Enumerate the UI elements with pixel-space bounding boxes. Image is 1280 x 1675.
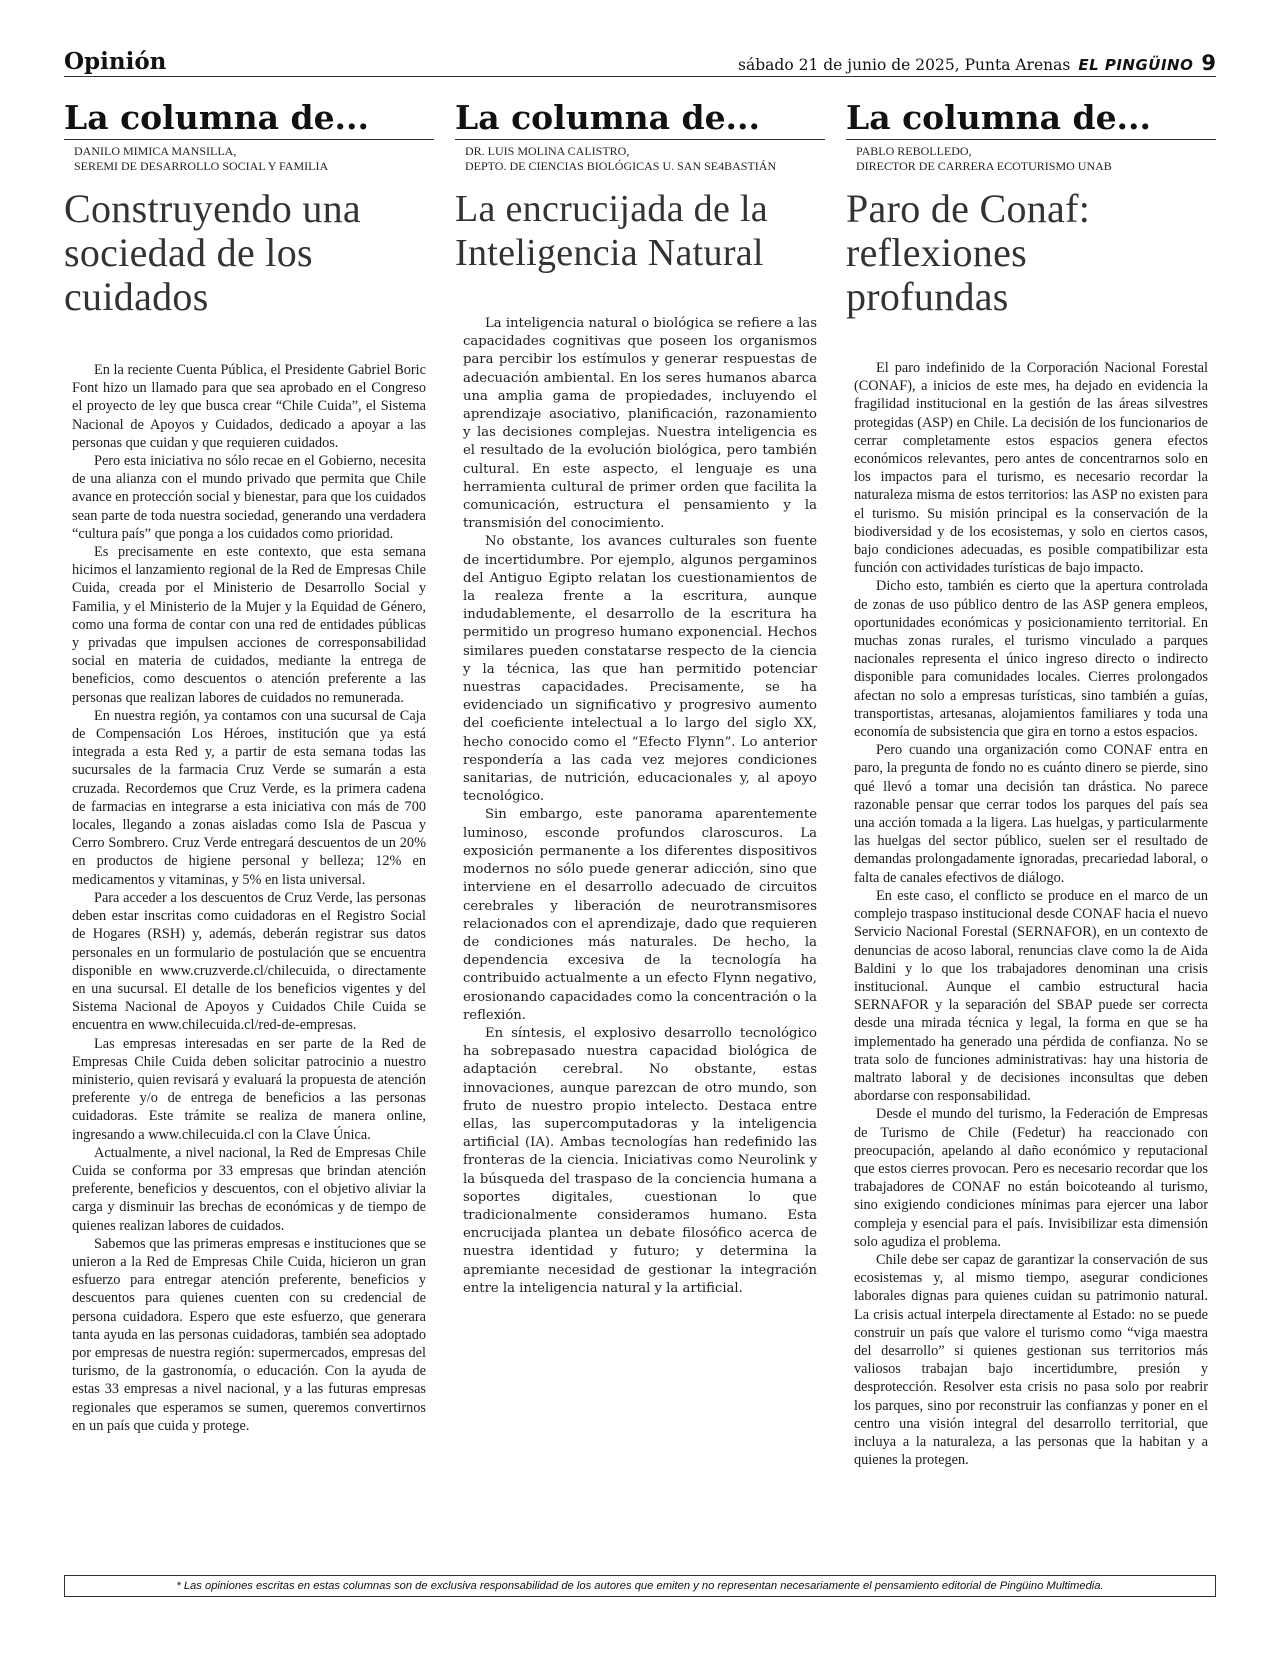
author-role: SEREMI DE DESARROLLO SOCIAL Y FAMILIA	[74, 159, 329, 173]
author-role: DIRECTOR DE CARRERA ECOTURISMO UNAB	[856, 159, 1112, 173]
paragraph: Actualmente, a nivel nacional, la Red de Empresas Chile Cuida se conforma por 33 empresas que brindan atención preferente, beneficios y descuentos, con el objetivo aliviar la carga y disminuir las brechas de económicas y de tiempo de quienes realizan labores de cuidados.	[72, 1144, 426, 1234]
author-byline	[74, 144, 434, 174]
paragraph: En este caso, el conflicto se produce en el marco de un complejo traspaso institucional desde CONAF hacia el nuevo Servicio Nacional Forestal (SERNAFOR), en un contexto de denuncias de acoso laboral, renuncias clave como la de Aida Baldini y lo que los trabajadores denominan una crisis institucional. Aunque el cambio estructural hacia SERNAFOR y la separación del SBAP puede ser correcta desde una mirada técnica y legal, la forma en que se ha implementado ha generado una pérdida de confianza. No se trata solo de funciones administrativas: hay una historia de maltrato laboral y de decisiones inconsultas que deben abordarse con responsabilidad.	[854, 887, 1208, 1105]
column-kicker: La columna de...	[846, 98, 1216, 140]
article-body	[455, 315, 825, 1298]
paragraph: Sabemos que las primeras empresas e instituciones que se unieron a la Red de Empresas Chile Cuida, hicieron un gran esfuerzo para entregar atención preferente, beneficios y descuentos para quienes cuenten con su credencial de persona cuidadora. Espero que este esfuerzo, que generara tanta ayuda en las personas cuidadoras, también sea adoptado por empresas de nuestra región: supermercados, empresas del turismo, de la gastronomía, o educación. Con la ayuda de estas 33 empresas a nivel nacional, y a las futuras empresas regionales que esperamos se sumen, queremos convertirnos en un país que cuida y protege.	[72, 1235, 426, 1434]
paragraph: La inteligencia natural o biológica se refiere a las capacidades cognitivas que poseen los organismos para percibir los estímulos y generar respuestas de adecuación ambiental. En los seres humanos abarca una amplia gama de propiedades, incluyendo el aprendizaje asociativo, planificación, razonamiento y las decisiones complejas. Nuestra inteligencia es el resultado de la evolución biológica, pero también cultural. En este aspecto, el lenguaje es una herramienta cultural de primer orden que facilita la comunicación, estructura el pensamiento y la transmisión del conocimiento.	[463, 316, 817, 532]
section-title: Opinión	[64, 48, 167, 75]
article-body	[846, 359, 1216, 1469]
article-body	[64, 361, 434, 1435]
author-name: DANILO MIMICA MANSILLA,	[74, 144, 237, 158]
paragraph: Las empresas interesadas en ser parte de la Red de Empresas Chile Cuida deben solicitar patrocinio a nuestro ministerio, quien revisará y evaluará la propuesta de atención preferente y/o de entrega de beneficios a las personas cuidadoras. Este trámite se realiza de manera online, ingresando a www.chilecuida.cl con la Clave Única.	[72, 1035, 426, 1143]
author-byline	[856, 144, 1216, 174]
editorial-disclaimer: * Las opiniones escritas en estas columnas son de exclusiva responsabilidad de los autores que emiten y no representan necesariamente el pensamiento editorial de Pingüino Multimedia.	[64, 1575, 1216, 1597]
column-molina	[455, 98, 825, 1298]
newspaper-logo: EL PINGÜINO	[1078, 56, 1194, 74]
paragraph: En síntesis, el explosivo desarrollo tecnológico ha sobrepasado nuestra capacidad biológica de adaptación cerebral. No obstante, estas innovaciones, aunque parezcan de otro mundo, son fruto de nuestro propio intelecto. Destaca entre ellas, las supercomputadoras y la inteligencia artificial (IA). Ambas tecnologías han redefinido las fronteras de la ciencia. Iniciativas como Neurolink y la búsqueda del traspaso de la conciencia humana a soportes digitales, cuestionan lo que tradicionalmente consideramos humano. Esta encrucijada plantea un debate filosófico acerca de nuestra identidad y futuro; y determina la apremiante necesidad de gestionar la integración entre la inteligencia natural y la artificial.	[463, 1025, 817, 1296]
article-headline: Construyendo una sociedad de los cuidados	[64, 186, 361, 319]
paragraph: El paro indefinido de la Corporación Nacional Forestal (CONAF), a inicios de este mes, ha dejado en evidencia la fragilidad institucional en la gestión de las áreas silvestres protegidas (ASP) en Chile. La decisión de los funcionarios de cerrar completamente estos espacios genera efectos económicos relevantes, pero antes de concentrarnos solo en los impactos para el turismo, es necesario recordar la naturaleza misma de estos territorios: las ASP no existen para el turismo. Su misión principal es la conservación de la biodiversidad y de los ecosistemas, y solo en ciertos casos, bajo condiciones adecuadas, es posible compatibilizar esta función con actividades turísticas de bajo impacto.	[854, 360, 1208, 577]
masthead-info	[738, 51, 1216, 75]
paragraph: Pero cuando una organización como CONAF entra en paro, la pregunta de fondo no es cuánto dinero se pierde, sino qué llevó a tomar una decisión tan drástica. No parece razonable pensar que cerrar todos los parques del país sea una acción tomada a la ligera. Las huelgas, y particularmente las huelgas del sector público, suelen ser el resultado de demandas prolongadamente ignoradas, precariedad laboral, o falta de canales efectivos de diálogo.	[854, 742, 1208, 886]
masthead	[64, 46, 1216, 77]
author-name: DR. LUIS MOLINA CALISTRO,	[465, 144, 630, 158]
article-headline: Paro de Conaf: reflexiones profundas	[846, 186, 1091, 319]
paragraph: Dicho esto, también es cierto que la apertura controlada de zonas de uso público dentro de las ASP genera empleos, oportunidades económicas y posicionamiento territorial. En muchas zonas rurales, el turismo vinculado a parques nacionales representa el único ingreso directo o indirecto disponible para comunidades locales. Cierres prolongados afectan no solo a empresas turísticas, sino también a guías, transportistas, artesanas, alojamientos familiares y toda una economía de subsistencia que gira en torno a estos espacios.	[854, 578, 1208, 741]
paragraph: Chile debe ser capaz de garantizar la conservación de sus ecosistemas y, al mismo tiempo, asegurar condiciones laborales dignas para quienes cuidan su patrimonio natural. La crisis actual interpela directamente al Estado: no se puede construir un país que valore el turismo como “viga maestra del desarrollo” si quienes gestionan sus territorios más valiosos trabajan bajo incertidumbre, presión y desprotección. Resolver esta crisis no pasa solo por reabrir los parques, sino por reconstruir las confianzas y poner en el centro una visión integral del desarrollo territorial, que incluya a la naturaleza, a las personas que la habitan y a quienes la protegen.	[854, 1251, 1208, 1469]
article-headline: La encrucijada de la Inteligencia Natural	[455, 188, 768, 274]
column-rebolledo	[846, 98, 1216, 1469]
page-number: 9	[1201, 51, 1216, 75]
author-name: PABLO REBOLLEDO,	[856, 144, 972, 158]
paragraph: No obstante, los avances culturales son fuente de incertidumbre. Por ejemplo, algunos pergaminos del Antiguo Egipto relatan los cuestionamientos de la realeza frente a la escritura, aunque indudablemente, el desarrollo de la escritura ha permitido un progreso humano exponencial. Hechos similares pueden constatarse respecto de la ciencia y la técnica, las que han permitido potenciar nuestras capacidades. Precisamente, se ha evidenciado un significativo y progresivo aumento del coeficiente intelectual a lo largo del siglo XX, hecho conocido como el “Efecto Flynn”. Lo anterior respondería a las cada vez mejores condiciones sanitarias, de nutrición, educacionales y, al apoyo tecnológico.	[463, 534, 817, 805]
author-byline	[465, 144, 825, 174]
paragraph: En la reciente Cuenta Pública, el Presidente Gabriel Boric Font hizo un llamado para que sea aprobado en el Congreso el proyecto de ley que busca crear “Chile Cuida”, el Sistema Nacional de Apoyos y Cuidados, dedicado a apoyar a las personas que cuidan y que requieren cuidados.	[72, 362, 426, 451]
paragraph: En nuestra región, ya contamos con una sucursal de Caja de Compensación Los Héroes, institución que ya está integrada a esta Red y, a partir de esta semana todas las sucursales de la farmacia Cruz Verde se sumarán a esta cruzada. Recordemos que Cruz Verde, es la primera cadena de farmacias en integrarse a esta iniciativa con más de 700 locales, llegando a zonas aisladas como Isla de Pascua y Cerro Sombrero. Cruz Verde entregará descuentos de un 20% en productos de higiene personal y belleza; 12% en medicamentos y vitaminas, y 5% en lista universal.	[72, 707, 426, 888]
column-kicker: La columna de...	[64, 98, 434, 140]
author-role: DEPTO. DE CIENCIAS BIOLÓGICAS U. SAN SE4BASTIÁN	[465, 159, 777, 173]
paragraph: Para acceder a los descuentos de Cruz Verde, las personas deben estar inscritas como cuidadoras en el Registro Social de Hogares (RSH) y, además, deberán registrar sus datos personales en un formulario de postulación que se encuentra disponible en www.cruzverde.cl/chilecuida, o directamente en una sucursal. El detalle de los beneficios vigentes y del Sistema Nacional de Apoyos y Cuidados Chile Cuida se encuentra en www.chilecuida.cl/red-de-empresas.	[72, 889, 426, 1034]
column-kicker: La columna de...	[455, 98, 825, 140]
paragraph: Es precisamente en este contexto, que esta semana hicimos el lanzamiento regional de la Red de Empresas Chile Cuida, creada por el Ministerio de Desarrollo Social y Familia, y el Ministerio de la Mujer y la Equidad de Género, como una forma de contar con una red de entidades públicas y privadas que impulsen acciones de corresponsabilidad social en materia de cuidados, mediante la entrega de beneficios, como descuentos o atención preferente a las personas que realizan labores de cuidados no remunerada.	[72, 544, 426, 706]
publication-date: sábado 21 de junio de 2025, Punta Arenas	[738, 56, 1071, 74]
column-mimica	[64, 98, 434, 1435]
paragraph: Sin embargo, este panorama aparentemente luminoso, esconde profundos claroscuros. La exposición permanente a los diferentes dispositivos modernos no sólo puede generar adicción, sino que interviene en el desarrollo adecuado de circuitos cerebrales y liberación de neurotransmisores relacionados con el aprendizaje, dado que requieren de condiciones más naturales. De hecho, la dependencia excesiva de la tecnología ha contribuido actualmente a un efecto Flynn negativo, erosionando capacidades como la concentración o la reflexión.	[463, 807, 817, 1023]
paragraph: Desde el mundo del turismo, la Federación de Empresas de Turismo de Chile (Fedetur) ha reaccionado con preocupación, apelando al daño económico y reputacional que estos cierres provocan. Pero es necesario recordar que los trabajadores de CONAF no están boicoteando al turismo, sino exigiendo condiciones mínimas para ejercer una labor compleja y esencial para el país. Invisibilizar esta dimensión solo agudiza el problema.	[854, 1106, 1208, 1250]
paragraph: Pero esta iniciativa no sólo recae en el Gobierno, necesita de una alianza con el mundo privado que permita que Chile avance en protección social y bienestar, para que los cuidados sean parte de toda nuestra sociedad, generando una verdadera “cultura país” que ponga a los cuidados como prioridad.	[72, 453, 426, 542]
